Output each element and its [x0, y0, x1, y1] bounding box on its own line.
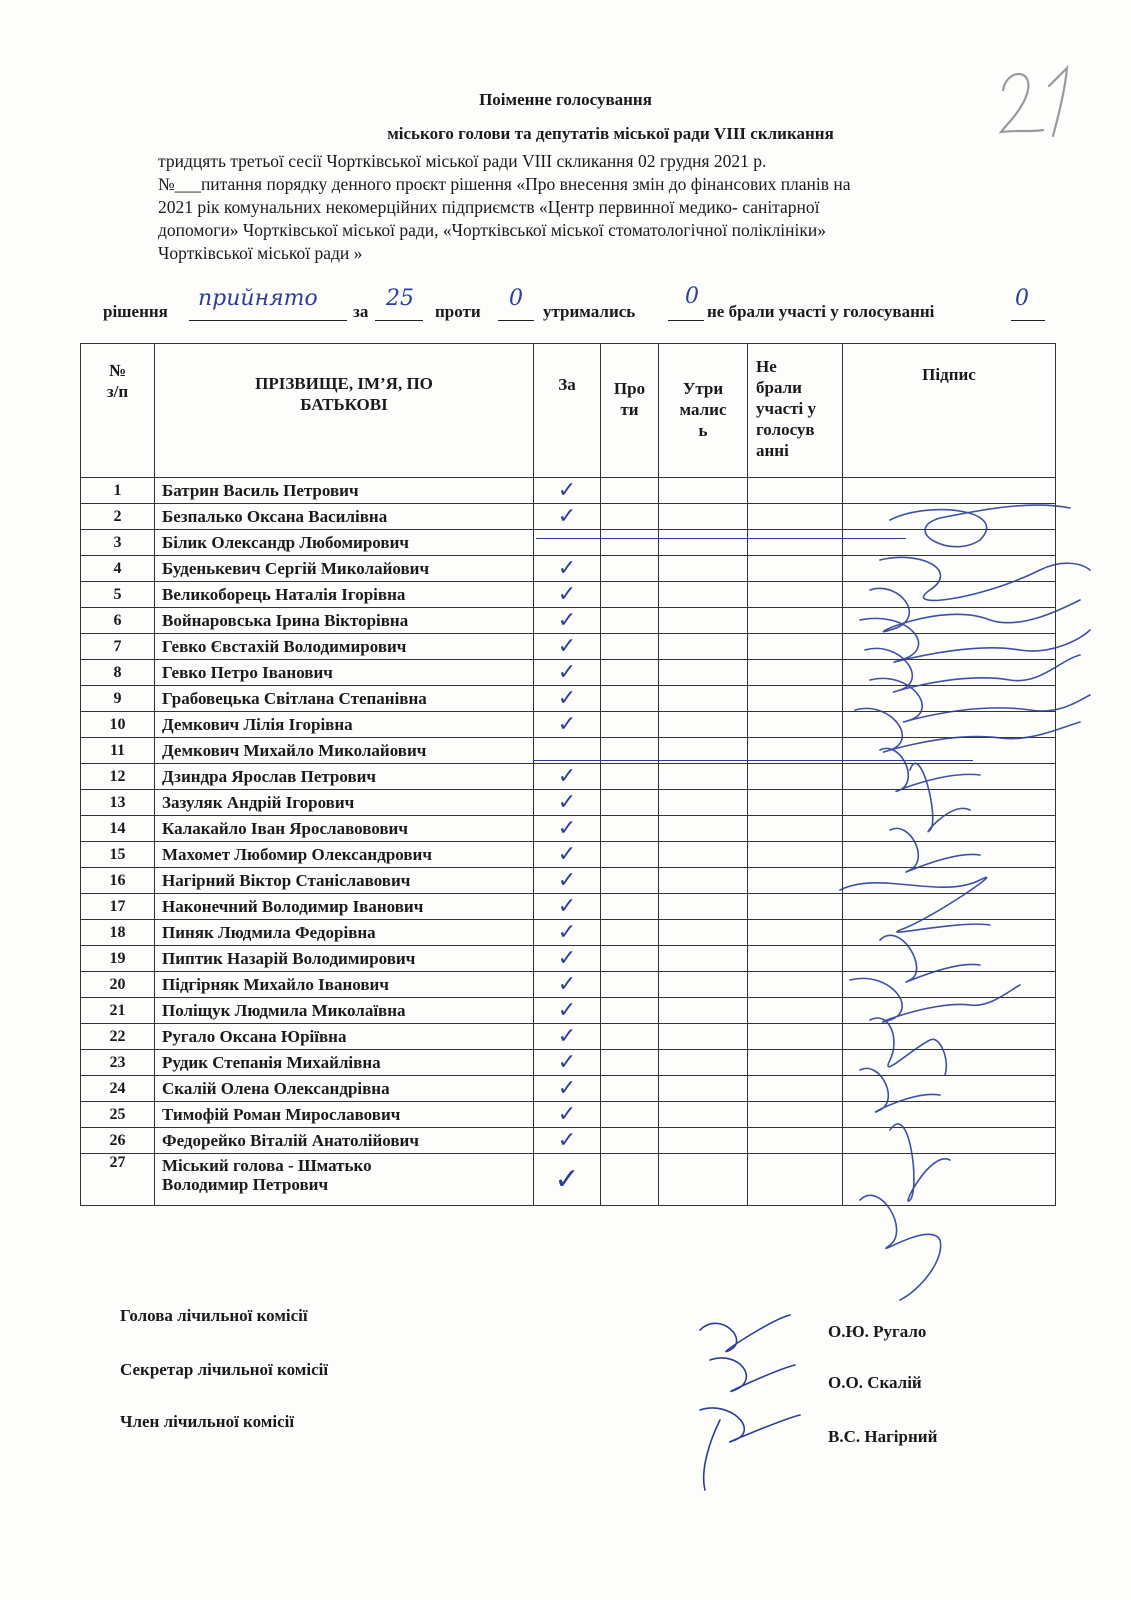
row-number: 18 [81, 920, 155, 946]
not-voting-label: не брали участі у голосуванні [707, 302, 935, 321]
table-row [81, 1024, 1056, 1050]
table-row [81, 686, 1056, 712]
voting-table-body [81, 478, 1056, 1154]
signature-cell [843, 1154, 1056, 1206]
vote-for-cell: ✓ [534, 1076, 601, 1102]
vote-not-voting-cell [748, 582, 843, 608]
vote-against-cell [601, 1102, 659, 1128]
vote-against-cell [601, 660, 659, 686]
vote-abstained-cell [659, 946, 748, 972]
vote-against-cell [601, 478, 659, 504]
signature-cell [843, 842, 1056, 868]
table-row [81, 478, 1056, 504]
vote-for-cell: ✓ [534, 920, 601, 946]
commission-signatures [680, 1300, 810, 1500]
header-against [601, 344, 659, 478]
chair-label: Голова лічильної комісії [120, 1306, 308, 1325]
vote-not-voting-cell [748, 504, 843, 530]
vote-against-cell [601, 920, 659, 946]
vote-against-cell [601, 1024, 659, 1050]
row-name: Гевко Євстахій Володимирович [155, 634, 534, 660]
table-row [81, 1154, 1056, 1206]
signature-cell [843, 1024, 1056, 1050]
row-name-line-1: Міський голова - Шматько [162, 1156, 372, 1175]
vote-for-cell: ✓ [534, 1102, 601, 1128]
vote-not-voting-cell [748, 1076, 843, 1102]
row-number: 24 [81, 1076, 155, 1102]
header-against-line-2: ти [620, 400, 639, 419]
vote-for-cell: ✓ [534, 868, 601, 894]
member-label: Член лічильної комісії [120, 1412, 295, 1431]
vote-not-voting-cell [748, 556, 843, 582]
signature-cell [843, 660, 1056, 686]
secretary-name: О.О. Скалій [828, 1373, 922, 1392]
vote-not-voting-cell [748, 478, 843, 504]
vote-not-voting-cell [748, 972, 843, 998]
header-num-line-2: з/п [106, 382, 129, 401]
header-not-voting-line-3: участі у [756, 399, 816, 418]
row-name: Батрин Василь Петрович [155, 478, 534, 504]
vote-abstained-cell [659, 842, 748, 868]
signature-cell [843, 530, 1056, 556]
vote-not-voting-cell [748, 1154, 843, 1206]
for-value: 25 [386, 286, 414, 311]
vote-not-voting-cell [748, 686, 843, 712]
row-number: 23 [81, 1050, 155, 1076]
row-number: 13 [81, 790, 155, 816]
vote-against-cell [601, 816, 659, 842]
vote-not-voting-cell [748, 1102, 843, 1128]
vote-abstained-cell [659, 504, 748, 530]
table-row [81, 556, 1056, 582]
header-abstained-line-2: малис [679, 400, 727, 419]
vote-against-cell [601, 504, 659, 530]
vote-not-voting-cell [748, 1050, 843, 1076]
document-subtitle [0, 124, 1131, 144]
vote-against-cell [601, 998, 659, 1024]
for-label: за [353, 302, 369, 321]
not-voting-underline [1011, 320, 1045, 321]
header-not-voting-line-4: голосув [756, 420, 815, 439]
row-number: 8 [81, 660, 155, 686]
description-line-3: 2021 рік комунальних некомерційних підприємств «Центр первинної медико- санітарної [158, 197, 820, 217]
row-number: 25 [81, 1102, 155, 1128]
table-row [81, 1128, 1056, 1154]
vote-against-cell [601, 582, 659, 608]
vote-against-cell [601, 712, 659, 738]
vote-not-voting-cell [748, 608, 843, 634]
vote-not-voting-cell [748, 946, 843, 972]
vote-for-cell: ✓ [534, 842, 601, 868]
vote-for-cell: ✓ [534, 894, 601, 920]
signature-cell [843, 556, 1056, 582]
header-num [81, 344, 155, 478]
signature-cell [843, 816, 1056, 842]
voting-table [80, 343, 1056, 1206]
vote-against-cell [601, 764, 659, 790]
table-row [81, 608, 1056, 634]
header-name-line-1: ПРІЗВИЩЕ, ІМ’Я, ПО [255, 374, 433, 393]
row-number: 3 [81, 530, 155, 556]
vote-abstained-cell [659, 712, 748, 738]
abstained-underline [668, 320, 704, 321]
header-not-voting [748, 344, 843, 478]
vote-abstained-cell [659, 634, 748, 660]
row-number: 2 [81, 504, 155, 530]
row-number: 26 [81, 1128, 155, 1154]
against-label: проти [435, 302, 481, 321]
header-abstained [659, 344, 748, 478]
vote-abstained-cell [659, 686, 748, 712]
row-name: Демкович Лілія Ігорівна [155, 712, 534, 738]
session-description [158, 150, 1083, 265]
signature-cell [843, 764, 1056, 790]
voting-result-line [103, 284, 1093, 332]
row-number: 6 [81, 608, 155, 634]
vote-not-voting-cell [748, 660, 843, 686]
header-name [155, 344, 534, 478]
vote-for-cell: ✓ [534, 790, 601, 816]
vote-against-cell [601, 530, 659, 556]
vote-for-cell: ✓ [534, 634, 601, 660]
signature-cell [843, 712, 1056, 738]
table-row [81, 972, 1056, 998]
row-name: Підгірняк Михайло Іванович [155, 972, 534, 998]
vote-abstained-cell [659, 920, 748, 946]
vote-abstained-cell [659, 1024, 748, 1050]
vote-for-cell: ✓ [534, 1050, 601, 1076]
row-name: Пиптик Назарій Володимирович [155, 946, 534, 972]
vote-against-cell [601, 868, 659, 894]
description-line-5: Чортківської міської ради » [158, 243, 363, 263]
vote-for-cell: ✓ [534, 608, 601, 634]
vote-for-cell: ✓ [534, 998, 601, 1024]
signature-cell [843, 608, 1056, 634]
vote-against-cell [601, 1154, 659, 1206]
vote-not-voting-cell [748, 816, 843, 842]
signature-cell [843, 894, 1056, 920]
not-voting-value: 0 [1015, 286, 1029, 311]
vote-abstained-cell [659, 868, 748, 894]
table-row [81, 894, 1056, 920]
table-row [81, 634, 1056, 660]
row-number: 17 [81, 894, 155, 920]
vote-for-cell: ✓ [534, 1154, 601, 1206]
vote-abstained-cell [659, 608, 748, 634]
row-number: 7 [81, 634, 155, 660]
abstained-label: утримались [543, 302, 636, 321]
description-line-4: допомоги» Чортківської міської ради, «Чортківської міської стоматологічної поліклініки» [158, 220, 827, 240]
row-name: Скалій Олена Олександрівна [155, 1076, 534, 1102]
signature-cell [843, 478, 1056, 504]
vote-for-cell [534, 530, 601, 556]
document-title: Поіменне голосування [479, 90, 652, 109]
not-voting-strike-line [536, 538, 906, 539]
signature-cell [843, 1128, 1056, 1154]
vote-abstained-cell [659, 1102, 748, 1128]
header-signature-label: Підпис [922, 365, 976, 384]
vote-abstained-cell [659, 1076, 748, 1102]
row-number: 4 [81, 556, 155, 582]
vote-abstained-cell [659, 790, 748, 816]
vote-not-voting-cell [748, 920, 843, 946]
header-not-voting-line-1: Не [756, 357, 777, 376]
vote-for-cell: ✓ [534, 582, 601, 608]
signature-cell [843, 1102, 1056, 1128]
row-name: Поліщук Людмила Миколаївна [155, 998, 534, 1024]
vote-against-cell [601, 1128, 659, 1154]
header-for [534, 344, 601, 478]
signature-cell [843, 998, 1056, 1024]
vote-not-voting-cell [748, 712, 843, 738]
vote-for-cell: ✓ [534, 504, 601, 530]
row-number: 14 [81, 816, 155, 842]
row-name: Гевко Петро Іванович [155, 660, 534, 686]
vote-for-cell: ✓ [534, 816, 601, 842]
row-name: Рудик Степанія Михайлівна [155, 1050, 534, 1076]
row-number: 5 [81, 582, 155, 608]
signature-cell [843, 1050, 1056, 1076]
row-number: 20 [81, 972, 155, 998]
vote-not-voting-cell [748, 894, 843, 920]
table-row [81, 842, 1056, 868]
row-number: 10 [81, 712, 155, 738]
vote-against-cell [601, 842, 659, 868]
row-name: Буденькевич Сергій Миколайович [155, 556, 534, 582]
table-header-row [81, 344, 1056, 478]
header-for-label: За [558, 375, 576, 394]
header-abstained-line-3: ь [698, 421, 708, 440]
header-signature [843, 344, 1056, 478]
row-name: Ругало Оксана Юріївна [155, 1024, 534, 1050]
against-underline [498, 320, 534, 321]
table-row [81, 790, 1056, 816]
vote-abstained-cell [659, 1128, 748, 1154]
signature-cell [843, 946, 1056, 972]
table-row [81, 868, 1056, 894]
vote-for-cell: ✓ [534, 1128, 601, 1154]
row-name: Махомет Любомир Олександрович [155, 842, 534, 868]
vote-not-voting-cell [748, 634, 843, 660]
vote-against-cell [601, 946, 659, 972]
vote-abstained-cell [659, 1050, 748, 1076]
vote-against-cell [601, 894, 659, 920]
row-name: Грабовецька Світлана Степанівна [155, 686, 534, 712]
row-name: Тимофій Роман Мирославович [155, 1102, 534, 1128]
row-name: Калакайло Іван Ярославовович [155, 816, 534, 842]
row-number: 22 [81, 1024, 155, 1050]
row-name [155, 1154, 534, 1206]
vote-for-cell: ✓ [534, 764, 601, 790]
signature-cell [843, 504, 1056, 530]
vote-not-voting-cell [748, 998, 843, 1024]
vote-against-cell [601, 972, 659, 998]
row-name: Нагірний Віктор Станіславович [155, 868, 534, 894]
chair-name: О.Ю. Ругало [828, 1322, 927, 1341]
row-name: Білик Олександр Любомирович [155, 530, 534, 556]
table-row [81, 920, 1056, 946]
table-row [81, 764, 1056, 790]
vote-not-voting-cell [748, 1024, 843, 1050]
signature-cell [843, 972, 1056, 998]
against-value: 0 [509, 286, 523, 311]
member-name: В.С. Нагірний [828, 1427, 938, 1446]
vote-abstained-cell [659, 582, 748, 608]
row-number: 12 [81, 764, 155, 790]
row-name-line-2: Володимир Петрович [162, 1175, 329, 1194]
table-row [81, 1076, 1056, 1102]
row-number: 1 [81, 478, 155, 504]
table-row [81, 1050, 1056, 1076]
table-row [81, 660, 1056, 686]
row-name: Демкович Михайло Миколайович [155, 738, 534, 764]
vote-not-voting-cell [748, 868, 843, 894]
table-row [81, 504, 1056, 530]
vote-abstained-cell [659, 998, 748, 1024]
decision-underline [189, 320, 347, 321]
description-line-1: тридцять третьої сесії Чортківської міської ради VIII скликання 02 грудня 2021 р. [158, 151, 767, 171]
vote-for-cell: ✓ [534, 686, 601, 712]
row-name: Федорейко Віталій Анатолійович [155, 1128, 534, 1154]
secretary-label: Секретар лічильної комісії [120, 1360, 329, 1379]
row-number: 9 [81, 686, 155, 712]
vote-not-voting-cell [748, 790, 843, 816]
vote-against-cell [601, 634, 659, 660]
vote-not-voting-cell [748, 1128, 843, 1154]
signature-cell [843, 686, 1056, 712]
header-not-voting-line-5: анні [756, 441, 789, 460]
document-subtitle-text: міського голови та депутатів міської ради VIII скликання [387, 124, 834, 143]
table-row [81, 816, 1056, 842]
vote-abstained-cell [659, 1154, 748, 1206]
vote-for-cell: ✓ [534, 1024, 601, 1050]
vote-against-cell [601, 790, 659, 816]
signature-cell [843, 582, 1056, 608]
header-against-line-1: Про [613, 379, 646, 398]
vote-against-cell [601, 608, 659, 634]
vote-abstained-cell [659, 660, 748, 686]
signature-cell [843, 1076, 1056, 1102]
description-line-2: №___питання порядку денного проєкт рішення «Про внесення змін до фінансових планів на [158, 174, 851, 194]
vote-for-cell: ✓ [534, 972, 601, 998]
row-name: Великоборець Наталія Ігорівна [155, 582, 534, 608]
vote-against-cell [601, 686, 659, 712]
row-name: Дзиндра Ярослав Петрович [155, 764, 534, 790]
row-number: 15 [81, 842, 155, 868]
vote-against-cell [601, 1050, 659, 1076]
header-not-voting-line-2: брали [756, 378, 802, 397]
decision-value: прийнято [198, 286, 318, 311]
vote-abstained-cell [659, 894, 748, 920]
header-abstained-line-1: Утри [682, 379, 724, 398]
vote-for-cell: ✓ [534, 556, 601, 582]
row-number: 16 [81, 868, 155, 894]
header-name-line-2: БАТЬКОВІ [300, 395, 388, 414]
table-row [81, 1102, 1056, 1128]
row-name: Зазуляк Андрій Ігорович [155, 790, 534, 816]
row-number: 27 [81, 1154, 155, 1206]
signature-cell [843, 790, 1056, 816]
vote-for-cell: ✓ [534, 478, 601, 504]
row-number: 11 [81, 738, 155, 764]
vote-abstained-cell [659, 764, 748, 790]
vote-not-voting-cell [748, 530, 843, 556]
vote-abstained-cell [659, 478, 748, 504]
row-name: Наконечний Володимир Іванович [155, 894, 534, 920]
vote-abstained-cell [659, 816, 748, 842]
header-num-line-1: № [108, 361, 127, 380]
row-name: Безпалько Оксана Василівна [155, 504, 534, 530]
vote-abstained-cell [659, 530, 748, 556]
vote-for-cell: ✓ [534, 660, 601, 686]
table-row [81, 712, 1056, 738]
row-number: 19 [81, 946, 155, 972]
abstained-value: 0 [685, 284, 699, 309]
row-number: 21 [81, 998, 155, 1024]
row-name: Войнаровська Ірина Вікторівна [155, 608, 534, 634]
signature-cell [843, 920, 1056, 946]
signature-cell [843, 868, 1056, 894]
vote-not-voting-cell [748, 764, 843, 790]
vote-for-cell: ✓ [534, 946, 601, 972]
vote-for-cell: ✓ [534, 712, 601, 738]
vote-abstained-cell [659, 972, 748, 998]
row-name: Пиняк Людмила Федорівна [155, 920, 534, 946]
decision-label: рішення [103, 302, 168, 321]
not-voting-strike-line [533, 760, 973, 761]
vote-against-cell [601, 1076, 659, 1102]
vote-abstained-cell [659, 556, 748, 582]
table-row [81, 998, 1056, 1024]
table-row [81, 530, 1056, 556]
vote-not-voting-cell [748, 842, 843, 868]
table-row [81, 582, 1056, 608]
table-row [81, 946, 1056, 972]
vote-against-cell [601, 556, 659, 582]
signature-cell [843, 634, 1056, 660]
for-underline [375, 320, 423, 321]
